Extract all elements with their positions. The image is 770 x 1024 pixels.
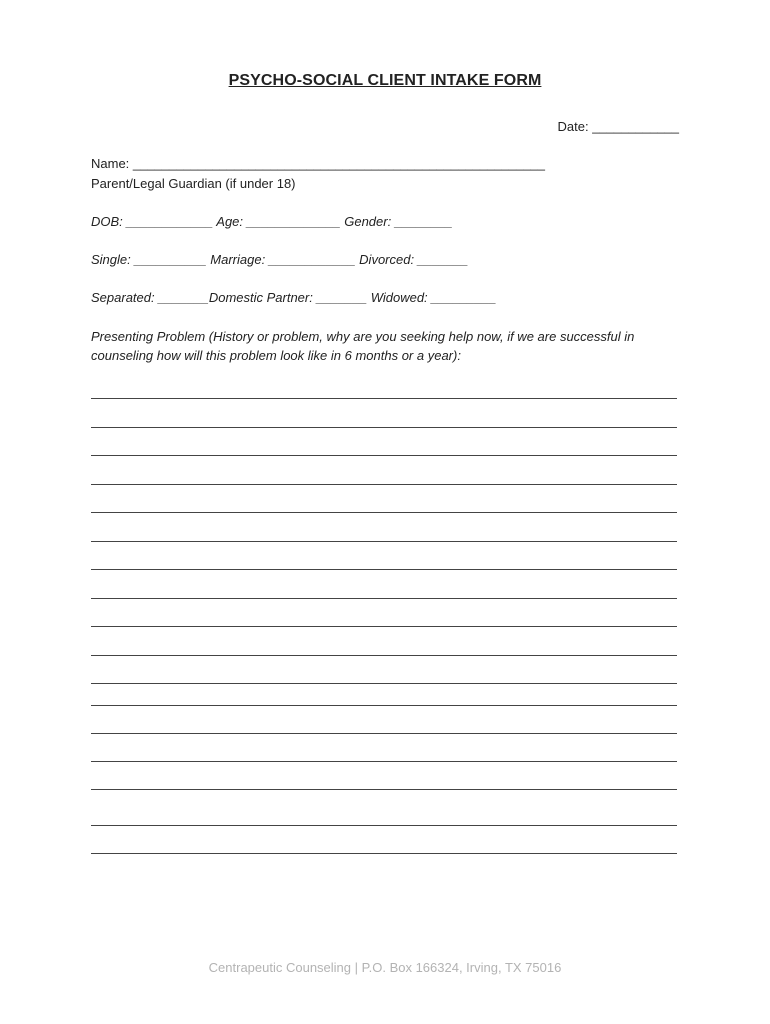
page-title: PSYCHO-SOCIAL CLIENT INTAKE FORM (228, 72, 542, 89)
answer-line[interactable] (91, 733, 677, 734)
answer-line[interactable] (91, 455, 677, 456)
footer-address: Centrapeutic Counseling | P.O. Box 166324, Irving, TX 75016 (208, 960, 562, 975)
answer-line[interactable] (91, 427, 677, 428)
answer-line[interactable] (91, 789, 677, 790)
answer-line[interactable] (91, 541, 677, 542)
answer-line[interactable] (91, 569, 677, 570)
answer-line[interactable] (91, 655, 677, 656)
answer-line[interactable] (91, 761, 677, 762)
name-field[interactable]: Name: _________________________________________________________ (91, 156, 546, 171)
answer-line[interactable] (91, 626, 677, 627)
marital-status-fields-2[interactable]: Separated: _______Domestic Partner: _______ Widowed: _________ (91, 290, 497, 305)
answer-line[interactable] (91, 705, 677, 706)
answer-line[interactable] (91, 512, 677, 513)
answer-line[interactable] (91, 825, 677, 826)
answer-line[interactable] (91, 683, 677, 684)
answer-line[interactable] (91, 598, 677, 599)
answer-line[interactable] (91, 484, 677, 485)
marital-status-fields-1[interactable]: Single: __________ Marriage: ____________ Divorced: _______ (91, 252, 469, 267)
dob-age-gender-fields[interactable]: DOB: ____________ Age: _____________ Gender: ________ (91, 214, 453, 229)
date-field[interactable]: Date: ____________ (557, 119, 679, 134)
guardian-label: Parent/Legal Guardian (if under 18) (91, 176, 296, 191)
answer-line[interactable] (91, 398, 677, 399)
answer-line[interactable] (91, 853, 677, 854)
presenting-problem-prompt: Presenting Problem (History or problem, why are you seeking help now, if we are successful in counseling how will this problem look like in 6 months or a year): (91, 329, 635, 363)
